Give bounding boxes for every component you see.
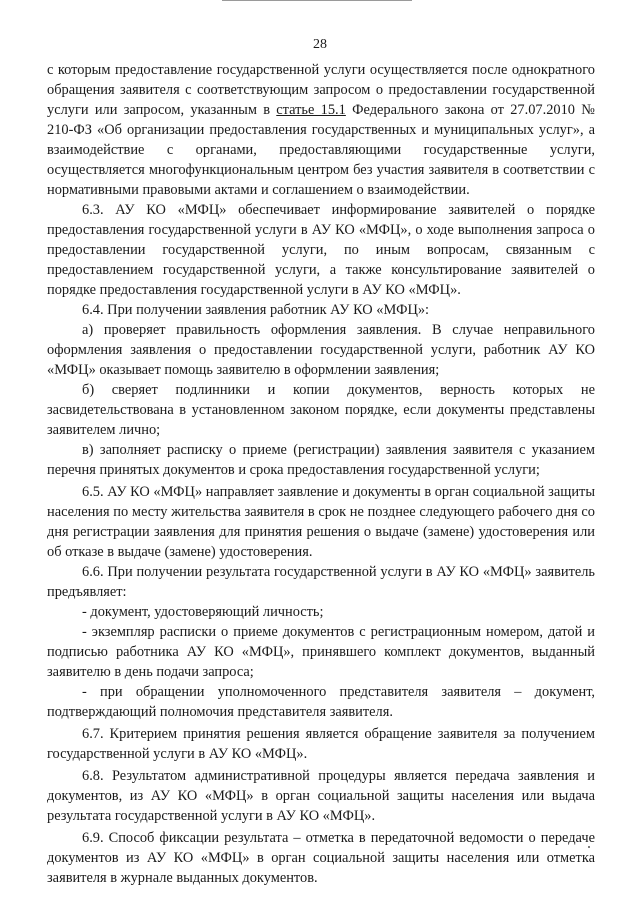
paragraph-6-6: 6.6. При получении результата государственной услуги в АУ КО «МФЦ» заявитель предъявляет: xyxy=(47,564,595,600)
list-item-b: б) сверяет подлинники и копии документов, верность которых не засвидетельствована в установленном законом порядке, если документы представлены заявителем лично; xyxy=(47,382,595,438)
top-rule xyxy=(222,0,412,1)
list-item-a: а) проверяет правильность оформления заявления. В случае неправильного оформления заявления о предоставлении государственной услуги, работник АУ КО «МФЦ» оказывает помощь заявителю в оформлении заявления; xyxy=(47,322,595,378)
list-item-receipt: - экземпляр расписки о приеме документов с регистрационным номером, датой и подписью работника АУ КО «МФЦ», принявшего комплект документов, выданный заявителю в день подачи запроса; xyxy=(47,624,595,680)
paragraph-6-7: 6.7. Критерием принятия решения является обращение заявителя за получением государственной услуги в АУ КО «МФЦ». xyxy=(47,726,595,762)
list-item-id-document: - документ, удостоверяющий личность; xyxy=(82,604,324,620)
paragraph-6-5: 6.5. АУ КО «МФЦ» направляет заявление и документы в орган социальной защиты населения по месту жительства заявителя в срок не позднее следующего рабочего дня со дня регистрации заявления для принятия решения о выдаче (замене) удостоверения или об отказе в выдаче (замене) удостоверения. xyxy=(47,484,595,560)
page-number: 28 xyxy=(313,37,327,52)
paragraph-continuation xyxy=(47,60,595,200)
paragraph-6-8: 6.8. Результатом административной процедуры является передача заявления и документов, из АУ КО «МФЦ» в орган социальной защиты населения или выдача результата государственной услуги в АУ КО «МФЦ». xyxy=(47,768,595,824)
law-article-link[interactable]: статье 15.1 xyxy=(276,102,346,118)
paragraph-6-4: 6.4. При получении заявления работник АУ КО «МФЦ»: xyxy=(82,302,430,318)
paragraph-6-9: 6.9. Способ фиксации результата – отметка в передаточной ведомости о передаче документов из АУ КО «МФЦ» в орган социальной защиты населения или отметка заявителя в журнале выданных документов. xyxy=(47,830,595,886)
paragraph-text: с которым предоставление государственной услуги осуществляется после однократного обращения заявителя с соответствующим запросом о предоставлении государственной услуги или запросом, указанным в xyxy=(47,62,595,118)
paragraph-6-3: 6.3. АУ КО «МФЦ» обеспечивает информирование заявителей о порядке предоставления государственной услуги в АУ КО «МФЦ», о ходе выполнения запроса о предоставлении государственной услуги, по иным вопросам, связанным с предоставлением государственной услуги, а также консультирование заявителей о порядке предоставления государственной услуги в АУ КО «МФЦ». xyxy=(47,202,595,298)
scan-speck xyxy=(588,846,590,848)
paragraph-text: Федерального закона от 27.07.2010 № 210-ФЗ «Об организации предоставления государственных и муниципальных услуг», а взаимодействие с органами, предоставляющими государственные услуги, осуществляется многофункциональным центром без участия заявителя в соответствии с нормативными правовыми актами и соглашением о взаимодействии. xyxy=(47,102,595,198)
document-body xyxy=(47,60,595,888)
list-item-representative: - при обращении уполномоченного представителя заявителя – документ, подтверждающий полномочия представителя заявителя. xyxy=(47,684,595,720)
list-item-v: в) заполняет расписку о приеме (регистрации) заявления заявителя с указанием перечня принятых документов и срока предоставления государственной услуги; xyxy=(47,442,595,478)
